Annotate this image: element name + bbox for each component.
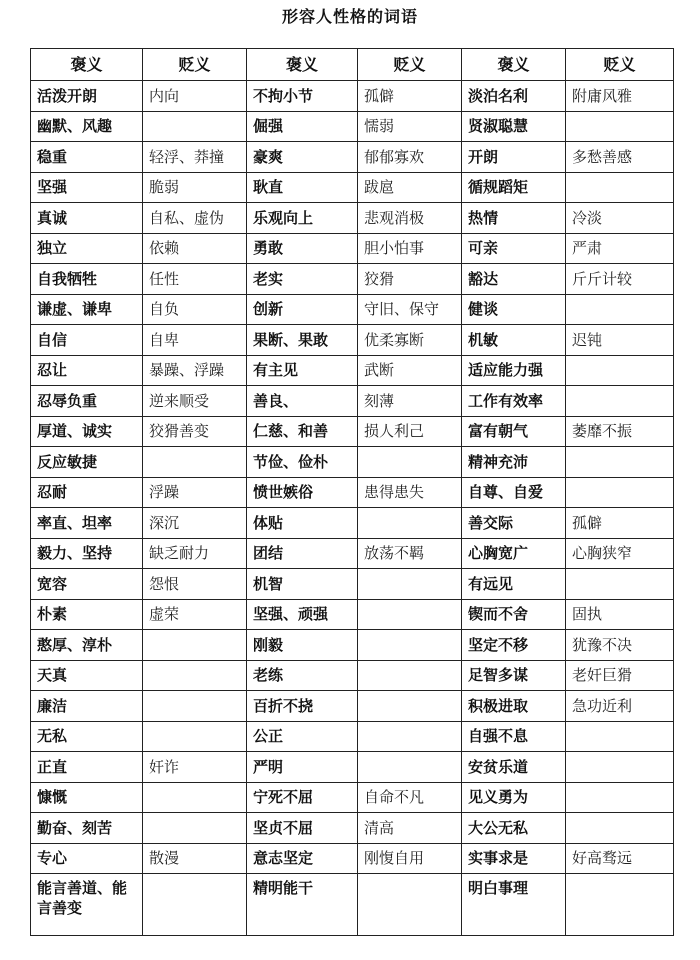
table-row [31,630,674,661]
positive-word-cell: 百折不挠 [247,691,358,722]
negative-word-cell: 患得患失 [358,477,462,508]
table-body [31,81,674,936]
negative-word-cell: 守旧、保守 [358,294,462,325]
positive-word-cell: 真诚 [31,203,143,234]
table-row [31,325,674,356]
negative-word-cell: 清高 [358,813,462,844]
positive-word-cell: 天真 [31,660,143,691]
negative-word-cell: 暴躁、浮躁 [143,355,247,386]
negative-word-cell: 任性 [143,264,247,295]
positive-word-cell: 忍辱负重 [31,386,143,417]
positive-word-cell: 有主见 [247,355,358,386]
positive-word-cell: 团结 [247,538,358,569]
negative-word-cell: 悲观消极 [358,203,462,234]
positive-word-cell: 老实 [247,264,358,295]
positive-word-cell: 足智多谋 [462,660,566,691]
positive-word-cell: 宽容 [31,569,143,600]
table-row [31,233,674,264]
table-row [31,569,674,600]
negative-word-cell [358,569,462,600]
negative-word-cell: 急功近利 [566,691,674,722]
negative-word-cell: 虚荣 [143,599,247,630]
negative-word-cell: 优柔寡断 [358,325,462,356]
negative-word-cell [143,813,247,844]
positive-word-cell: 锲而不舍 [462,599,566,630]
positive-word-cell: 豪爽 [247,142,358,173]
positive-word-cell: 富有朝气 [462,416,566,447]
negative-word-cell: 浮躁 [143,477,247,508]
table-row [31,874,674,936]
page-title: 形容人性格的词语 [281,7,418,26]
negative-word-cell: 斤斤计较 [566,264,674,295]
positive-word-cell: 正直 [31,752,143,783]
header-positive: 褒义 [31,49,143,81]
positive-word-cell: 慷慨 [31,782,143,813]
positive-word-cell: 体贴 [247,508,358,539]
vocabulary-table [30,48,674,936]
positive-word-cell: 愤世嫉俗 [247,477,358,508]
header-positive: 褒义 [462,49,566,81]
negative-word-cell: 怨恨 [143,569,247,600]
positive-word-cell: 淡泊名利 [462,81,566,112]
negative-word-cell: 深沉 [143,508,247,539]
negative-word-cell [566,294,674,325]
positive-word-cell: 仁慈、和善 [247,416,358,447]
table-row [31,813,674,844]
negative-word-cell: 孤僻 [358,81,462,112]
positive-word-cell: 工作有效率 [462,386,566,417]
table-row [31,782,674,813]
negative-word-cell: 胆小怕事 [358,233,462,264]
negative-word-cell [143,721,247,752]
table-row [31,752,674,783]
negative-word-cell: 孤僻 [566,508,674,539]
positive-word-cell: 坚贞不屈 [247,813,358,844]
positive-word-cell: 坚定不移 [462,630,566,661]
negative-word-cell: 刻薄 [358,386,462,417]
table-row [31,203,674,234]
positive-word-cell: 见义勇为 [462,782,566,813]
negative-word-cell: 武断 [358,355,462,386]
positive-word-cell: 节俭、俭朴 [247,447,358,478]
negative-word-cell [566,477,674,508]
negative-word-cell: 冷淡 [566,203,674,234]
positive-word-cell: 自尊、自爱 [462,477,566,508]
negative-word-cell: 多愁善感 [566,142,674,173]
positive-word-cell: 厚道、诚实 [31,416,143,447]
table-row [31,81,674,112]
negative-word-cell [358,874,462,936]
positive-word-cell: 朴素 [31,599,143,630]
positive-word-cell: 勇敢 [247,233,358,264]
positive-word-cell: 适应能力强 [462,355,566,386]
positive-word-cell: 幽默、风趣 [31,111,143,142]
table-row [31,599,674,630]
positive-word-cell: 倔强 [247,111,358,142]
table-row [31,355,674,386]
positive-word-cell: 心胸宽广 [462,538,566,569]
negative-word-cell: 轻浮、莽撞 [143,142,247,173]
negative-word-cell [358,691,462,722]
negative-word-cell [566,782,674,813]
negative-word-cell [566,355,674,386]
table-row [31,691,674,722]
negative-word-cell: 狡猾善变 [143,416,247,447]
positive-word-cell: 能言善道、能言善变 [31,874,143,936]
positive-word-cell: 善良、 [247,386,358,417]
positive-word-cell: 老练 [247,660,358,691]
positive-word-cell: 热情 [462,203,566,234]
negative-word-cell [566,874,674,936]
negative-word-cell: 犹豫不决 [566,630,674,661]
negative-word-cell: 附庸风雅 [566,81,674,112]
negative-word-cell [143,691,247,722]
positive-word-cell: 实事求是 [462,843,566,874]
negative-word-cell [358,660,462,691]
negative-word-cell [143,447,247,478]
positive-word-cell: 不拘小节 [247,81,358,112]
positive-word-cell: 精明能干 [247,874,358,936]
negative-word-cell: 严肃 [566,233,674,264]
negative-word-cell: 内向 [143,81,247,112]
negative-word-cell: 好高骛远 [566,843,674,874]
table-row [31,264,674,295]
negative-word-cell: 缺乏耐力 [143,538,247,569]
positive-word-cell: 明白事理 [462,874,566,936]
negative-word-cell: 自私、虚伪 [143,203,247,234]
table-row [31,416,674,447]
positive-word-cell: 豁达 [462,264,566,295]
positive-word-cell: 果断、果敢 [247,325,358,356]
table-row [31,660,674,691]
table-row [31,477,674,508]
negative-word-cell: 自卑 [143,325,247,356]
positive-word-cell: 忍耐 [31,477,143,508]
table-row [31,111,674,142]
positive-word-cell: 廉洁 [31,691,143,722]
negative-word-cell: 脆弱 [143,172,247,203]
positive-word-cell: 乐观向上 [247,203,358,234]
negative-word-cell [566,813,674,844]
positive-word-cell: 自信 [31,325,143,356]
positive-word-cell: 坚强 [31,172,143,203]
negative-word-cell: 郁郁寡欢 [358,142,462,173]
negative-word-cell: 迟钝 [566,325,674,356]
table-row [31,447,674,478]
negative-word-cell: 懦弱 [358,111,462,142]
positive-word-cell: 积极进取 [462,691,566,722]
header-negative: 贬义 [566,49,674,81]
positive-word-cell: 有远见 [462,569,566,600]
positive-word-cell: 憨厚、淳朴 [31,630,143,661]
negative-word-cell [358,630,462,661]
negative-word-cell: 老奸巨猾 [566,660,674,691]
positive-word-cell: 善交际 [462,508,566,539]
negative-word-cell: 放荡不羁 [358,538,462,569]
positive-word-cell: 开朗 [462,142,566,173]
negative-word-cell [358,508,462,539]
negative-word-cell [358,721,462,752]
table-row [31,172,674,203]
negative-word-cell: 自命不凡 [358,782,462,813]
table-row [31,142,674,173]
table-row [31,843,674,874]
positive-word-cell: 独立 [31,233,143,264]
negative-word-cell [143,782,247,813]
positive-word-cell: 刚毅 [247,630,358,661]
table-row [31,508,674,539]
positive-word-cell: 精神充沛 [462,447,566,478]
negative-word-cell: 刚愎自用 [358,843,462,874]
positive-word-cell: 谦虚、谦卑 [31,294,143,325]
negative-word-cell: 萎靡不振 [566,416,674,447]
negative-word-cell: 狡猾 [358,264,462,295]
positive-word-cell: 忍让 [31,355,143,386]
header-positive: 褒义 [247,49,358,81]
positive-word-cell: 循规蹈矩 [462,172,566,203]
negative-word-cell: 逆来顺受 [143,386,247,417]
negative-word-cell [143,660,247,691]
negative-word-cell [358,752,462,783]
positive-word-cell: 坚强、顽强 [247,599,358,630]
positive-word-cell: 专心 [31,843,143,874]
positive-word-cell: 创新 [247,294,358,325]
positive-word-cell: 机智 [247,569,358,600]
positive-word-cell: 机敏 [462,325,566,356]
negative-word-cell: 散漫 [143,843,247,874]
negative-word-cell [143,874,247,936]
positive-word-cell: 勤奋、刻苦 [31,813,143,844]
table-row [31,721,674,752]
negative-word-cell: 心胸狭窄 [566,538,674,569]
positive-word-cell: 自我牺牲 [31,264,143,295]
positive-word-cell: 安贫乐道 [462,752,566,783]
negative-word-cell [566,172,674,203]
positive-word-cell: 贤淑聪慧 [462,111,566,142]
negative-word-cell [143,111,247,142]
table-row [31,538,674,569]
positive-word-cell: 活泼开朗 [31,81,143,112]
negative-word-cell [358,599,462,630]
positive-word-cell: 稳重 [31,142,143,173]
positive-word-cell: 意志坚定 [247,843,358,874]
negative-word-cell: 固执 [566,599,674,630]
positive-word-cell: 无私 [31,721,143,752]
positive-word-cell: 大公无私 [462,813,566,844]
positive-word-cell: 毅力、坚持 [31,538,143,569]
header-negative: 贬义 [358,49,462,81]
positive-word-cell: 健谈 [462,294,566,325]
negative-word-cell: 奸诈 [143,752,247,783]
positive-word-cell: 公正 [247,721,358,752]
positive-word-cell: 率直、坦率 [31,508,143,539]
positive-word-cell: 可亲 [462,233,566,264]
negative-word-cell [566,721,674,752]
negative-word-cell [566,447,674,478]
positive-word-cell: 严明 [247,752,358,783]
positive-word-cell: 耿直 [247,172,358,203]
negative-word-cell [566,386,674,417]
negative-word-cell [143,630,247,661]
table-header-row [31,49,674,81]
negative-word-cell [566,111,674,142]
negative-word-cell [566,569,674,600]
negative-word-cell [566,752,674,783]
negative-word-cell: 依赖 [143,233,247,264]
negative-word-cell [358,447,462,478]
positive-word-cell: 自强不息 [462,721,566,752]
negative-word-cell: 自负 [143,294,247,325]
header-negative: 贬义 [143,49,247,81]
table-row [31,386,674,417]
positive-word-cell: 宁死不屈 [247,782,358,813]
positive-word-cell: 反应敏捷 [31,447,143,478]
table-row [31,294,674,325]
negative-word-cell: 跋扈 [358,172,462,203]
negative-word-cell: 损人利己 [358,416,462,447]
